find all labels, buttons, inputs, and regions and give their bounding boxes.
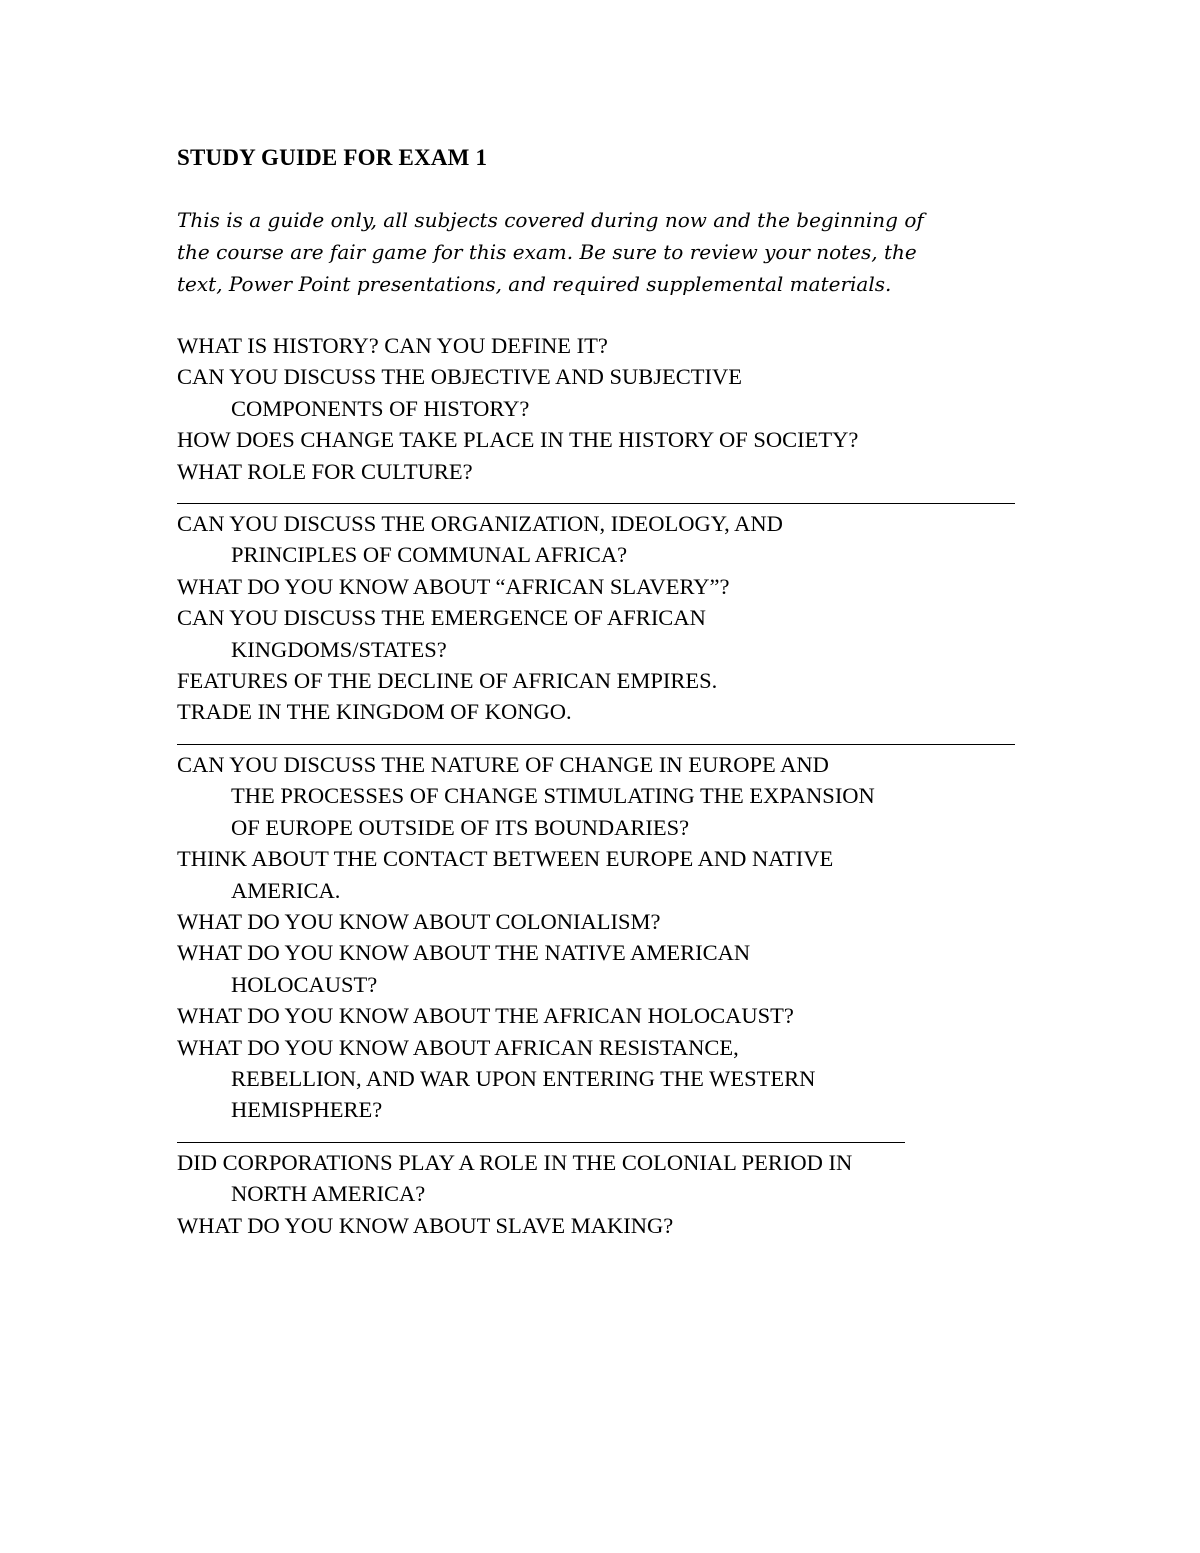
question-line: NORTH AMERICA?	[231, 1181, 426, 1207]
question-item	[177, 361, 1037, 424]
question-item	[177, 1032, 1037, 1126]
question-item	[177, 1000, 1037, 1031]
question-line: HOW DOES CHANGE TAKE PLACE IN THE HISTORY OF SOCIETY?	[177, 427, 859, 453]
question-line: TRADE IN THE KINGDOM OF KONGO.	[177, 699, 572, 725]
question-item	[177, 602, 1037, 665]
question-line: KINGDOMS/STATES?	[231, 636, 447, 662]
question-line: WHAT DO YOU KNOW ABOUT COLONIALISM?	[177, 908, 661, 934]
question-line: THINK ABOUT THE CONTACT BETWEEN EUROPE AND NATIVE	[177, 846, 834, 872]
question-line: COMPONENTS OF HISTORY?	[231, 395, 530, 421]
question-line: CAN YOU DISCUSS THE EMERGENCE OF AFRICAN	[177, 605, 706, 631]
question-item	[177, 696, 1037, 727]
question-line: WHAT ROLE FOR CULTURE?	[177, 458, 473, 484]
question-item	[177, 424, 1037, 455]
question-line: DID CORPORATIONS PLAY A ROLE IN THE COLONIAL PERIOD IN	[177, 1149, 853, 1175]
question-item	[177, 906, 1037, 937]
question-section-history	[177, 330, 1037, 487]
question-item	[177, 749, 1037, 843]
question-line: WHAT DO YOU KNOW ABOUT THE NATIVE AMERICAN	[177, 940, 751, 966]
section-divider	[177, 744, 1015, 745]
intro-paragraph	[177, 204, 1037, 300]
question-item	[177, 456, 1037, 487]
question-line: PRINCIPLES OF COMMUNAL AFRICA?	[231, 542, 628, 568]
question-section-africa	[177, 508, 1037, 728]
intro-line: the course are fair game for this exam. Be sure to review your notes, the	[177, 240, 917, 264]
question-item	[177, 1210, 1037, 1241]
question-item	[177, 1147, 1037, 1210]
question-line: WHAT DO YOU KNOW ABOUT SLAVE MAKING?	[177, 1212, 674, 1238]
intro-line: text, Power Point presentations, and required supplemental materials.	[177, 272, 892, 296]
question-line: CAN YOU DISCUSS THE ORGANIZATION, IDEOLOGY, AND	[177, 511, 783, 537]
question-line: HOLOCAUST?	[231, 971, 378, 997]
document-page	[177, 142, 1037, 1241]
question-item	[177, 937, 1037, 1000]
question-item	[177, 571, 1037, 602]
question-line: WHAT DO YOU KNOW ABOUT THE AFRICAN HOLOCAUST?	[177, 1003, 794, 1029]
question-line: FEATURES OF THE DECLINE OF AFRICAN EMPIRES.	[177, 668, 718, 694]
question-item	[177, 508, 1037, 571]
section-divider	[177, 503, 1015, 504]
question-line: WHAT DO YOU KNOW ABOUT AFRICAN RESISTANCE,	[177, 1034, 739, 1060]
question-item	[177, 665, 1037, 696]
question-line: THE PROCESSES OF CHANGE STIMULATING THE EXPANSION	[231, 783, 875, 809]
question-section-colonial	[177, 1147, 1037, 1241]
question-section-europe	[177, 749, 1037, 1126]
question-line: WHAT DO YOU KNOW ABOUT “AFRICAN SLAVERY”?	[177, 573, 730, 599]
question-line: AMERICA.	[231, 877, 341, 903]
intro-line: This is a guide only, all subjects covered during now and the beginning of	[177, 208, 924, 232]
question-line: CAN YOU DISCUSS THE OBJECTIVE AND SUBJECTIVE	[177, 364, 743, 390]
section-divider	[177, 1142, 905, 1143]
question-item	[177, 330, 1037, 361]
question-line: REBELLION, AND WAR UPON ENTERING THE WESTERN	[231, 1065, 816, 1091]
question-line: CAN YOU DISCUSS THE NATURE OF CHANGE IN EUROPE AND	[177, 751, 829, 777]
document-title: STUDY GUIDE FOR EXAM 1	[177, 145, 488, 170]
question-line: HEMISPHERE?	[231, 1097, 383, 1123]
question-line: WHAT IS HISTORY? CAN YOU DEFINE IT?	[177, 333, 608, 358]
question-item	[177, 843, 1037, 906]
question-line: OF EUROPE OUTSIDE OF ITS BOUNDARIES?	[231, 814, 690, 840]
